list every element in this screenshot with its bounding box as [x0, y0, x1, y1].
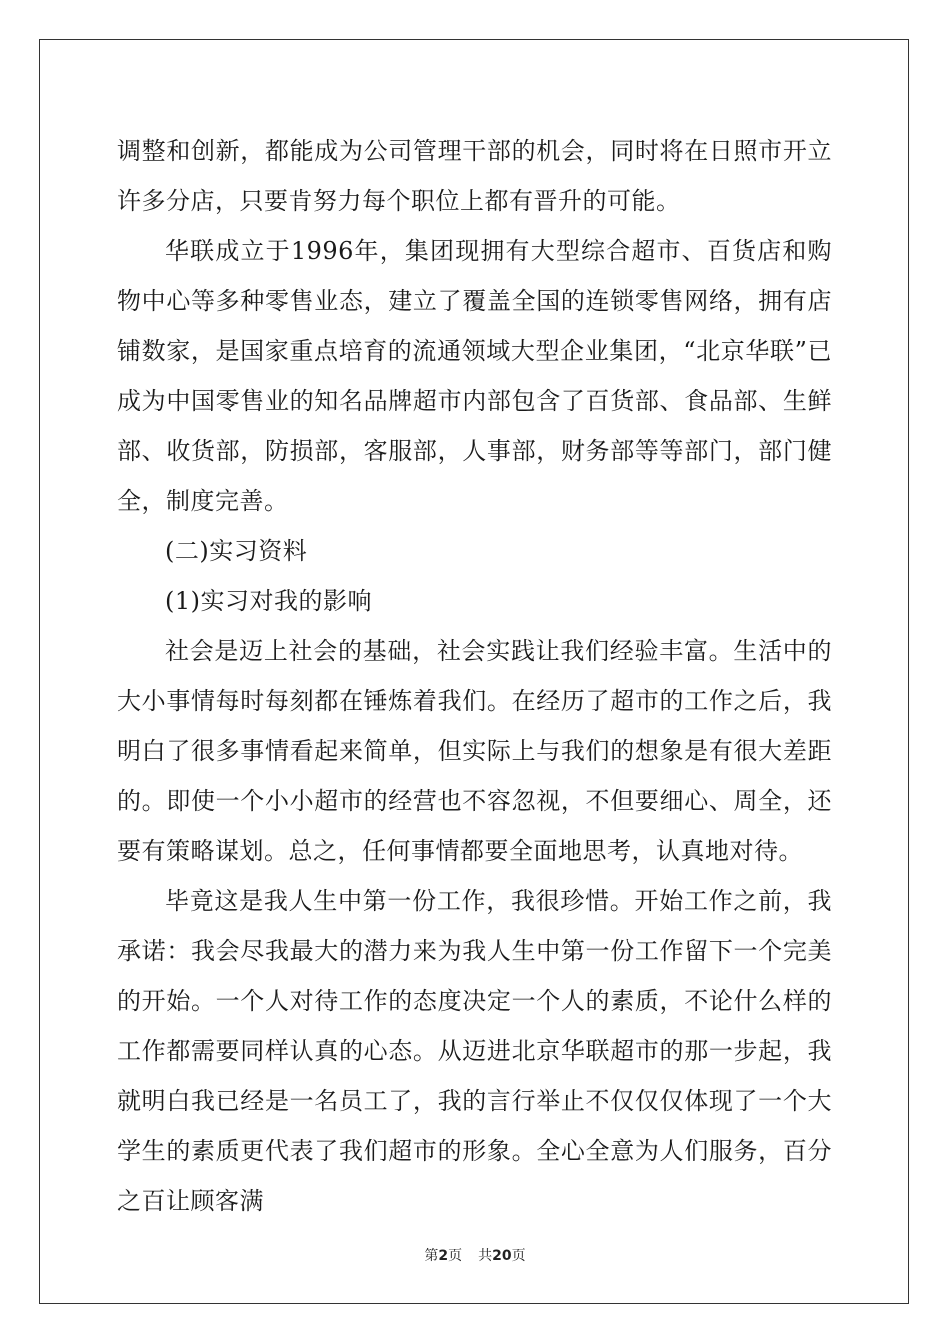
document-body — [117, 126, 832, 1226]
paragraph: 社会是迈上社会的基础，社会实践让我们经验丰富。生活中的大小事情每时每刻都在锤炼着我们。在经历了超市的工作之后，我明白了很多事情看起来简单，但实际上与我们的想象是有很大差距的。即使一个小小超市的经营也不容忽视，不但要细心、周全，还要有策略谋划。总之，任何事情都要全面地思考，认真地对待。 — [117, 637, 832, 865]
paragraph: 调整和创新，都能成为公司管理干部的机会，同时将在日照市开立许多分店，只要肯努力每个职位上都有晋升的可能。 — [117, 137, 832, 215]
page-suffix: 页 — [448, 1248, 463, 1264]
subsection-heading: (1)实习对我的影响 — [165, 587, 372, 615]
paragraph: 华联成立于1996年，集团现拥有大型综合超市、百货店和购物中心等多种零售业态，建立了覆盖全国的连锁零售网络，拥有店铺数家，是国家重点培育的流通领域大型企业集团，“北京华联”已成为中国零售业的知名品牌超市内部包含了百货部、食品部、生鲜部、收货部，防损部，客服部，人事部，财务部等等部门，部门健全，制度完善。 — [117, 237, 832, 515]
total-suffix: 页 — [511, 1248, 526, 1264]
section-heading: (二)实习资料 — [165, 537, 308, 565]
total-pages: 20 — [492, 1248, 512, 1264]
paragraph: 毕竟这是我人生中第一份工作，我很珍惜。开始工作之前，我承诺：我会尽我最大的潜力来为我人生中第一份工作留下一个完美的开始。一个人对待工作的态度决定一个人的素质，不论什么样的工作都需要同样认真的心态。从迈进北京华联超市的那一步起，我就明白我已经是一名员工了，我的言行举止不仅仅仅体现了一个大学生的素质更代表了我们超市的形象。全心全意为人们服务，百分之百让顾客满 — [117, 887, 832, 1215]
page-number: 2 — [438, 1248, 449, 1264]
page-prefix: 第 — [424, 1248, 439, 1264]
page-footer — [0, 1245, 950, 1265]
total-prefix: 共 — [478, 1248, 493, 1264]
